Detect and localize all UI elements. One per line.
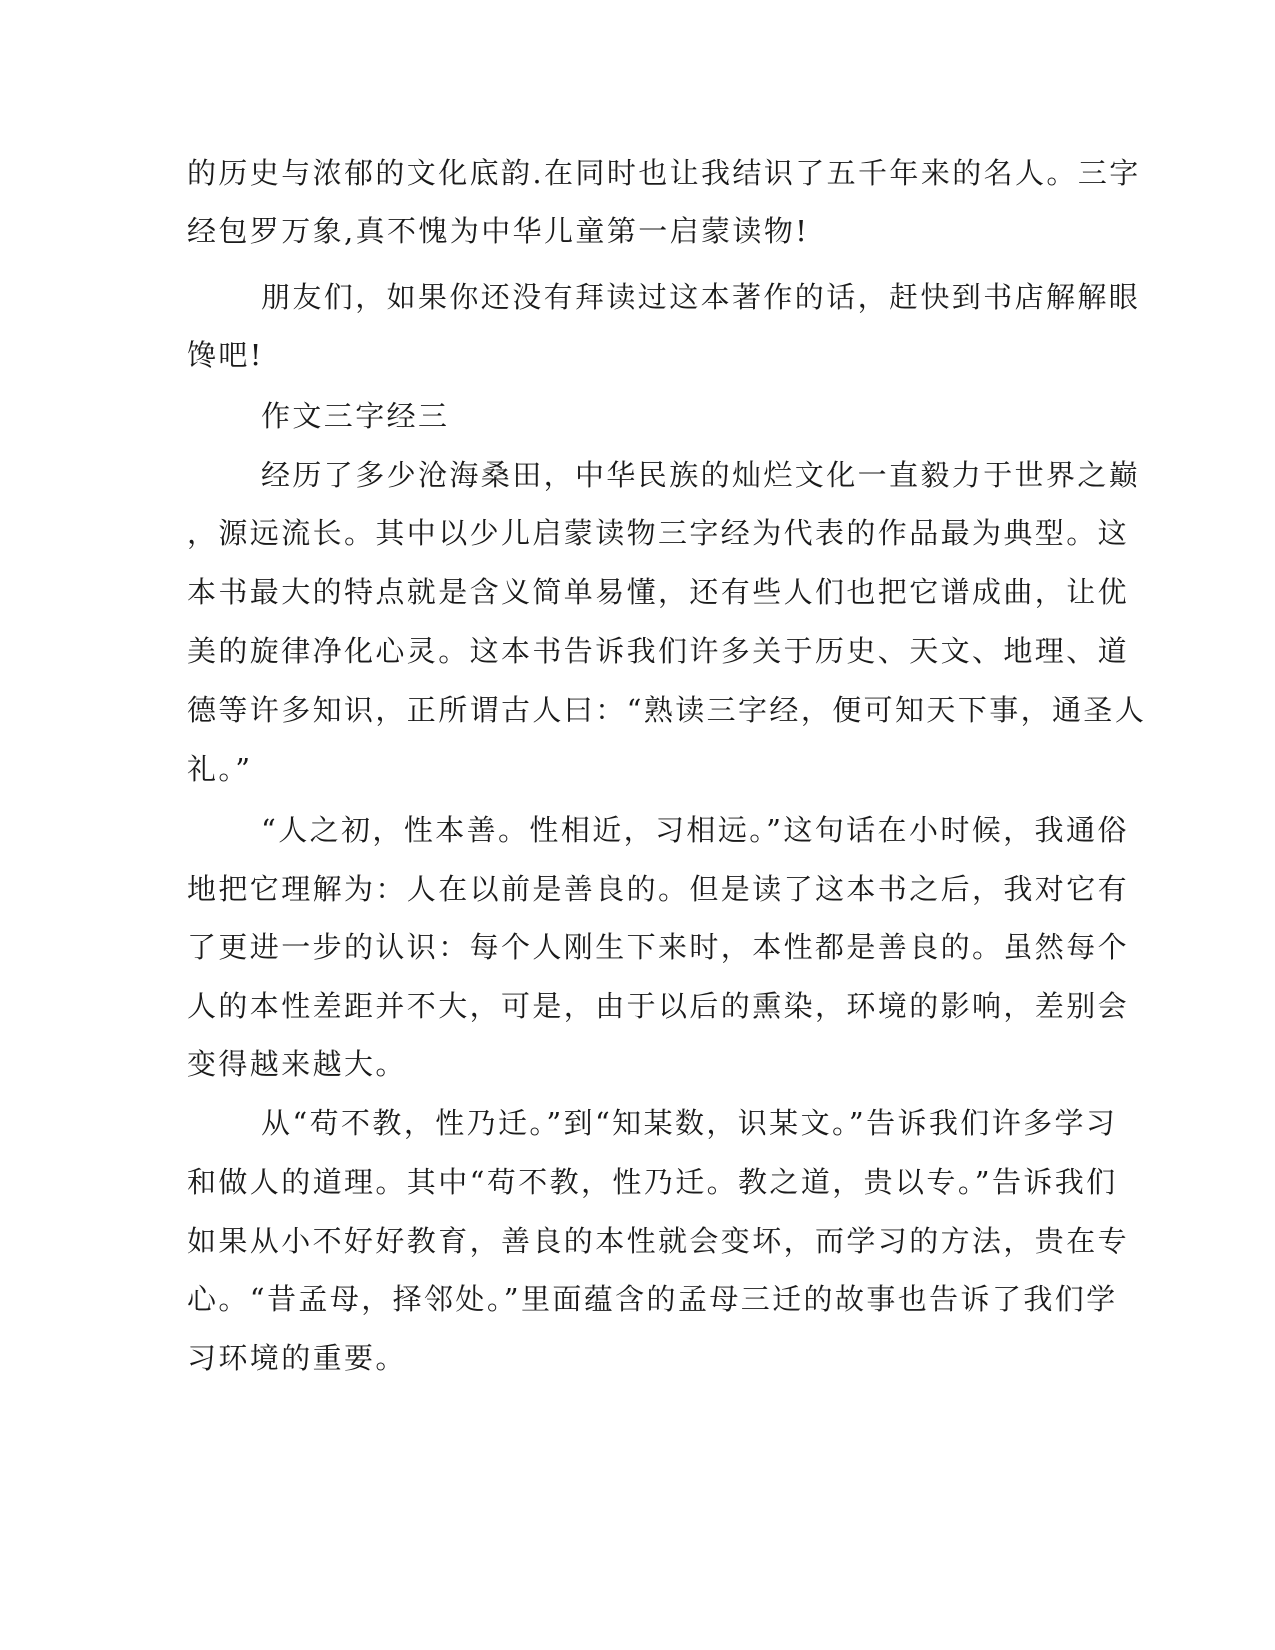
section-heading: 作文三字经三 <box>261 399 450 433</box>
text-line: 和做人的道理。其中“苟不教，性乃迁。教之道，贵以专。”告诉我们 <box>187 1165 1118 1199</box>
text-line: 礼。” <box>187 752 253 786</box>
text-line: 习环境的重要。 <box>187 1341 407 1375</box>
text-line: 地把它理解为：人在以前是善良的。但是读了这本书之后，我对它有 <box>187 872 1130 906</box>
text-line: 的历史与浓郁的文化底韵.在同时也让我结识了五千年来的名人。三字 <box>187 156 1141 190</box>
text-line: ，源远流长。其中以少儿启蒙读物三字经为代表的作品最为典型。这 <box>187 516 1130 550</box>
paragraph-first-line: 朋友们，如果你还没有拜读过这本著作的话，赶快到书店解解眼 <box>261 280 1141 314</box>
text-line: 人的本性差距并不大，可是，由于以后的熏染，环境的影响，差别会 <box>187 989 1130 1023</box>
text-line: 经包罗万象,真不愧为中华儿童第一启蒙读物! <box>187 214 810 248</box>
paragraph-first-line: 经历了多少沧海桑田，中华民族的灿烂文化一直毅力于世界之巅 <box>261 458 1141 492</box>
text-line: 变得越来越大。 <box>187 1047 407 1081</box>
text-line: 如果从小不好好教育，善良的本性就会变坏，而学习的方法，贵在专 <box>187 1224 1130 1258</box>
text-line: 心。“昔孟母，择邻处。”里面蕴含的孟母三迁的故事也告诉了我们学 <box>187 1282 1118 1316</box>
paragraph-first-line: 从“苟不教，性乃迁。”到“知某数，识某文。”告诉我们许多学习 <box>261 1106 1118 1140</box>
text-line: 本书最大的特点就是含义简单易懂，还有些人们也把它谱成曲，让优 <box>187 575 1130 609</box>
text-line: 馋吧! <box>187 338 264 372</box>
paragraph-first-line: “人之初，性本善。性相近，习相远。”这句话在小时候，我通俗 <box>261 813 1129 847</box>
text-line: 了更进一步的认识：每个人刚生下来时，本性都是善良的。虽然每个 <box>187 930 1130 964</box>
text-line: 美的旋律净化心灵。这本书告诉我们许多关于历史、天文、地理、道 <box>187 634 1130 668</box>
text-line: 德等许多知识，正所谓古人曰：“熟读三字经，便可知天下事，通圣人 <box>187 693 1147 727</box>
